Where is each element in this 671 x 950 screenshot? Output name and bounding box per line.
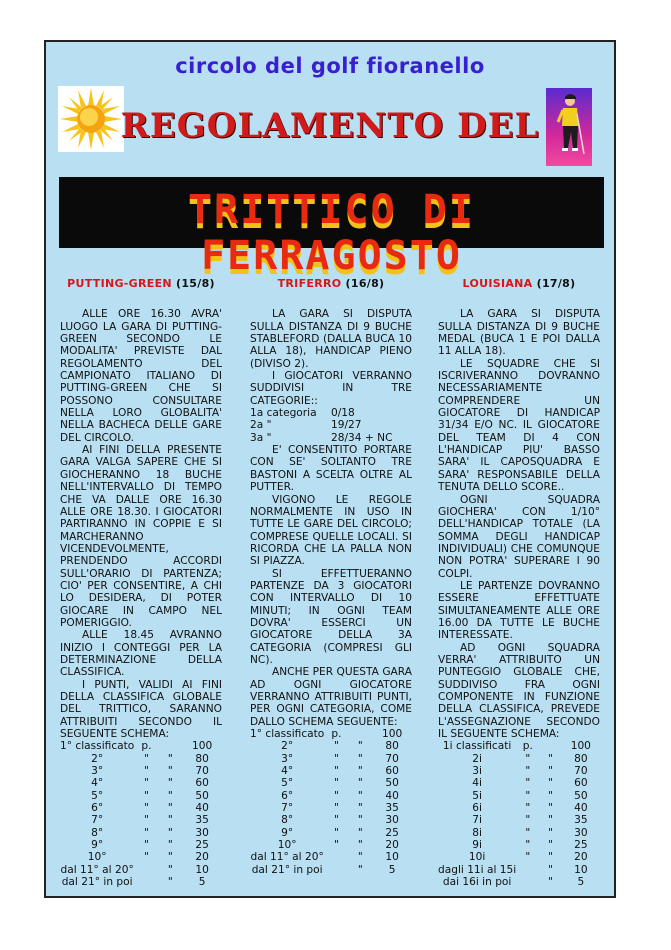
table-row: 1° classificato p. 100: [60, 740, 213, 753]
paragraph: LE PARTENZE DOVRANNO ESSERE EFFETTUATE SIMULTANEAMENTE ALLE ORE 16.00 DA TUTTE LE BUCHE INTERESSATE.: [438, 579, 600, 642]
column-putting-green: [60, 278, 222, 889]
table-row: 2° " " 80: [91, 752, 209, 765]
table-row: 3° " " 70: [281, 752, 399, 765]
paragraph: SI EFFETTUERANNO PARTENZE DA 3 GIOCATORI CON INTERVALLO DI 10 MINUTI; IN OGNI TEAM DOVRA' ESSERCI UN GIOCATORE DELLA 3A CATEGORIA (COMPRESI GLI NC).: [250, 567, 412, 666]
table-row: 7° " " 35: [91, 814, 209, 827]
paragraph: I GIOCATORI VERRANNO SUDDIVISI IN TRE CATEGORIE::: [250, 370, 412, 407]
paragraph: AD OGNI SQUADRA VERRA' ATTRIBUITO UN PUNTEGGIO GLOBALE CHE, SUDDIVISO FRA OGNI COMPONENTE IN FUNZIONE DELLA CLASSIFICA, PREVEDE L'ASSEGNAZIONE SECONDO IL SEGUENTE SCHEMA:: [438, 641, 600, 741]
paragraph: ALLE ORE 16.30 AVRA' LUOGO LA GARA DI PUTTING-GREEN SECONDO LE MODALITA' PREVISTE DAL REGOLAMENTO DEL CAMPIONATO ITALIANO DI PUTTING-GREEN CHE SI POSSONO CONSULTARE NELLA LORO GLOBALITA' NELLA BACHECA DELLE GARE DEL CIRCOLO.: [60, 308, 222, 444]
heading-name: TRIFERRO: [277, 277, 342, 290]
points-schedule: [250, 728, 412, 876]
paragraph: ALLE 18.45 AVRANNO INIZIO I CONTEGGI PER LA DETERMINAZIONE DELLA CLASSIFICA.: [60, 629, 222, 679]
table-row: 1a categoria 0/18: [250, 407, 355, 420]
paragraph: LA GARA SI DISPUTA SULLA DISTANZA DI 9 BUCHE MEDAL (BUCA 1 E POI DALLA 11 ALLA 18).: [438, 308, 600, 358]
paragraph: LA GARA SI DISPUTA SULLA DISTANZA DI 9 BUCHE STABLEFORD (DALLA BUCA 10 ALLA 18), HANDICAP PIENO (DIVISO 2).: [250, 308, 412, 370]
table-row: 3a " 28/34 + NC: [250, 431, 393, 444]
table-row: 2a " 19/27: [250, 419, 362, 432]
table-row: dal 11° al 20° " 10: [60, 863, 209, 876]
paragraph: VIGONO LE REGOLE NORMALMENTE IN USO IN TUTTE LE GARE DEL CIRCOLO; COMPRESE QUELLE LOCALI. SI RICORDA CHE LA PALLA NON SI PIAZZA.: [250, 493, 412, 568]
heading-name: PUTTING-GREEN: [67, 277, 172, 290]
table-row: 8i " " 30: [472, 826, 588, 839]
table-row: dal 21° in poi " 5: [251, 863, 396, 876]
table-row: 5° " " 50: [91, 789, 209, 802]
title-line2: TRITTICO DI FERRAGOSTO: [188, 187, 475, 279]
table-row: 9° " " 25: [281, 826, 399, 839]
table-row: 6° " " 40: [281, 789, 399, 802]
table-row: 1° classificato p. 100: [250, 728, 403, 741]
table-row: dai 16i in poi " 5: [442, 876, 585, 889]
table-row: 6i " " 40: [472, 802, 588, 815]
column-heading: [438, 278, 600, 290]
table-row: 9i " " 25: [472, 839, 588, 852]
table-row: 7i " " 35: [472, 814, 588, 827]
heading-date: (17/8): [536, 277, 576, 290]
paragraph: E' CONSENTITO PORTARE CON SE' SOLTANTO TRE BASTONI A SCELTA OLTRE AL PUTTER.: [250, 444, 412, 494]
page-frame: [44, 40, 616, 898]
points-schedule: [438, 740, 600, 888]
column-heading: [60, 278, 222, 290]
table-row: 3i " " 70: [472, 765, 588, 778]
column-louisiana: [438, 278, 600, 889]
table-row: 10i " " 20: [468, 851, 588, 864]
title-banner: [59, 177, 604, 279]
paragraph: OGNI SQUADRA GIOCHERA' CON 1/10° DELL'HANDICAP TOTALE (LA SOMMA DEGLI HANDICAP INDIVIDUALI) CHE COMUNQUE NON POTRA' SUPERARE I 90 COLPI.: [438, 493, 600, 580]
paragraph: LE SQUADRE CHE SI ISCRIVERANNO DOVRANNO NECESSARIAMENTE COMPRENDERE UN GIOCATORE DI HANDICAP 31/34 E/O NC. IL GIOCATORE DEL TEAM DI 4 CON L'HANDICAP PIU' BASSO SARA' IL CAPOSQUADRA E SARA' RESPONSABILE DELLA TENUTA DELLO SCORE..: [438, 357, 600, 494]
points-schedule: [60, 740, 222, 888]
table-row: dal 21° in poi " 5: [61, 876, 206, 889]
table-row: 10° " " 20: [87, 851, 209, 864]
table-row: 4° " " 60: [281, 765, 399, 778]
column-triferro: [250, 278, 412, 876]
table-row: 2i " " 80: [472, 752, 588, 765]
categories-table: [250, 407, 412, 444]
table-row: 7° " " 35: [281, 802, 399, 815]
heading-name: LOUISIANA: [462, 277, 533, 290]
table-row: 3° " " 70: [91, 765, 209, 778]
column-heading: [250, 278, 412, 290]
table-row: dagli 11i al 15i " 10: [438, 863, 588, 876]
table-row: 4i " " 60: [472, 777, 588, 790]
table-row: dal 11° al 20° " 10: [250, 851, 399, 864]
table-row: 8° " " 30: [281, 814, 399, 827]
paragraph: I PUNTI, VALIDI AI FINI DELLA CLASSIFICA GLOBALE DEL TRITTICO, SARANNO ATTRIBUITI SECONDO IL SEGUENTE SCHEMA:: [60, 678, 222, 741]
table-row: 1i classificati p. 100: [442, 740, 591, 753]
heading-date: (16/8): [345, 277, 385, 290]
table-row: 6° " " 40: [91, 802, 209, 815]
heading-date: (15/8): [176, 277, 215, 290]
table-row: 2° " " 80: [281, 740, 399, 753]
table-row: 5° " " 50: [281, 777, 399, 790]
table-row: 5i " " 50: [472, 789, 588, 802]
table-row: 9° " " 25: [91, 839, 209, 852]
title-line1: REGOLAMENTO DEL: [120, 106, 540, 146]
paragraph: ANCHE PER QUESTA GARA AD OGNI GIOCATORE VERRANNO ATTRIBUITI PUNTI, PER OGNI CATEGORIA, COME DALLO SCHEMA SEGUENTE:: [250, 666, 412, 728]
table-row: 4° " " 60: [91, 777, 209, 790]
club-name: circolo del golf fioranello: [175, 54, 485, 78]
table-row: 10° " " 20: [277, 839, 399, 852]
table-row: 8° " " 30: [91, 826, 209, 839]
paragraph: AI FINI DELLA PRESENTE GARA VALGA SAPERE CHE SI GIOCHERANNO 18 BUCHE NELL'INTERVALLO DI TEMPO CHE VA DALLE ORE 16.30 ALLE ORE 18.30. I GIOCATORI PARTIRANNO IN COPPIE E SI MARCHERANNO VICENDEVOLMENTE, PRENDENDO ACCORDI SULL'ORARIO DI PARTENZA; CIO' PER CONSENTIRE, A CHI LO DESIDERA, DI POTER GIOCARE IN CAMPO NEL POMERIGGIO.: [60, 444, 222, 629]
